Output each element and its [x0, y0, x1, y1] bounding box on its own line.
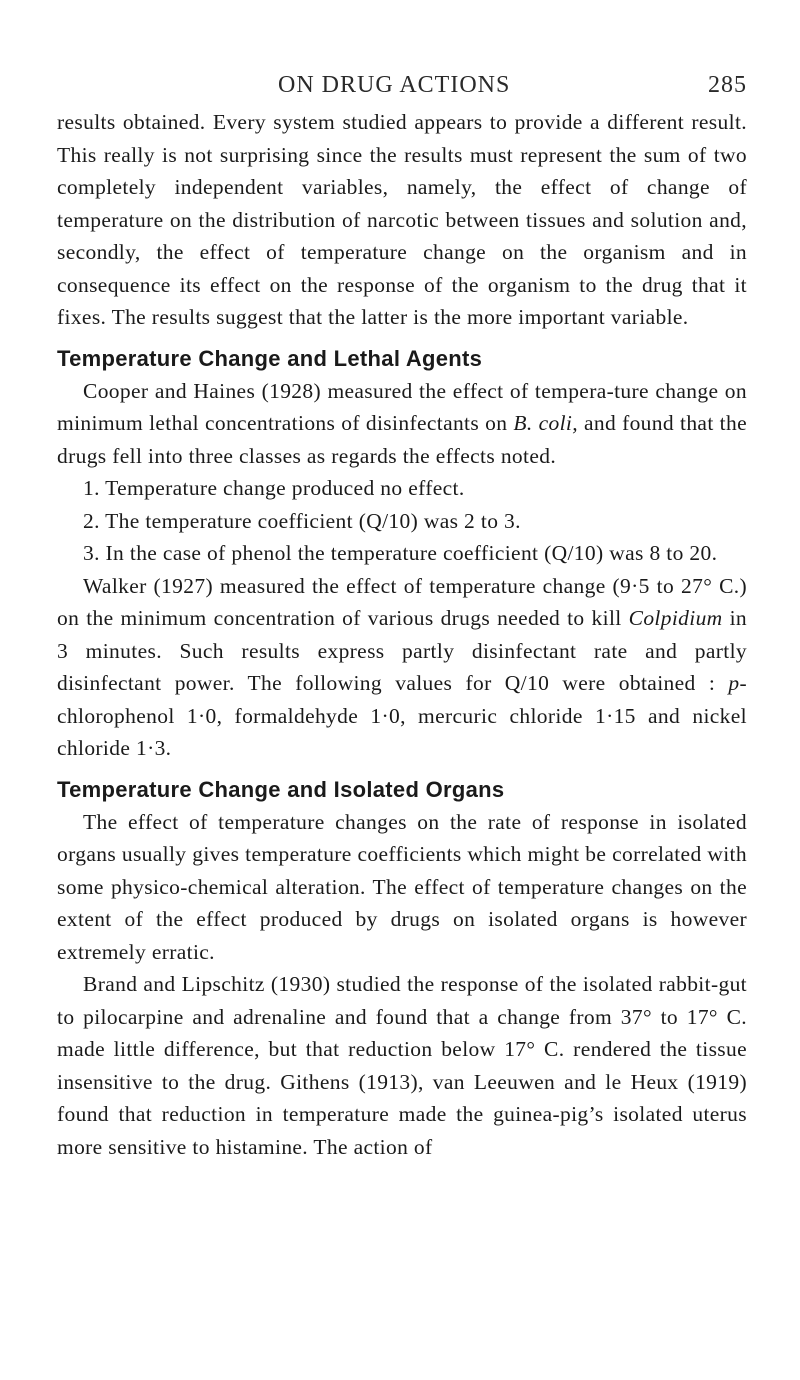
section-heading-lethal-agents: Temperature Change and Lethal Agents: [57, 345, 483, 371]
page-number: 285: [708, 72, 747, 98]
text-run: Walker (1927) measured the effect of temperature change (9·5 to 27° C.) on the minimum concentration of various drugs needed to kill: [57, 573, 747, 630]
paragraph-brand-lipschitz: Brand and Lipschitz (1930) studied the response of the isolated rabbit-gut to pilocarpine and adrenaline and found that a change from 37° to 17° C. made little difference, but that reduction below 17° C. rendered the tissue insensitive to the drug. Githens (1913), van Leeuwen and le Heux (1919) found that reduction in temperature made the guinea-pig’s isolated uterus more sensitive to histamine. The action of: [57, 972, 747, 1159]
text-run: in 3 minutes. Such results express partly disinfectant rate and partly disinfectant power. The following values for Q/10 were obtained :: [57, 606, 747, 695]
section-heading-isolated-organs: Temperature Change and Isolated Organs: [57, 776, 505, 802]
list-item-3: 3. In the case of phenol the temperature coefficient (Q/10) was 8 to 20.: [83, 541, 718, 565]
paragraph-isolated-organs: The effect of temperature changes on the rate of response in isolated organs usually gives temperature coefficients which might be correlated with some physico-chemical alteration. The effect of temperature changes on the extent of the effect produced by drugs on isolated organs is however extremely erratic.: [57, 809, 747, 964]
text-run: -chlorophenol 1·0, formaldehyde 1·0, mercuric chloride 1·15 and nickel chloride 1·3.: [57, 671, 747, 760]
text-run: and found that the drugs fell into three classes as regards the effects noted.: [57, 411, 747, 468]
list-item-2: 2. The temperature coefficient (Q/10) was 2 to 3.: [83, 508, 521, 533]
text-run: Cooper and Haines (1928) measured the effect of tempera-ture change on minimum lethal concentrations of disinfectants on: [57, 378, 747, 435]
book-page: [57, 72, 747, 1163]
running-head: [57, 72, 747, 106]
paragraph-walker: [57, 570, 747, 765]
italic-organism-name: Colpidium: [628, 606, 723, 630]
list-item-1: 1. Temperature change produced no effect.: [83, 476, 465, 500]
italic-organism-name: B. coli,: [513, 411, 578, 435]
paragraph-cooper-haines: [57, 375, 747, 473]
intro-paragraph: results obtained. Every system studied appears to provide a different result. This really is not surprising since the results must represent the sum of two completely independent variables, namely, the effect of change of temperature on the distribution of narcotic between tissues and solution and, secondly, the effect of temperature change on the organism and in consequence its effect on the response of the organism to the drug that it fixes. The results suggest that the latter is the more important variable.: [57, 110, 747, 329]
italic-prefix: p: [728, 671, 740, 695]
running-head-title: ON DRUG ACTIONS: [278, 72, 511, 98]
